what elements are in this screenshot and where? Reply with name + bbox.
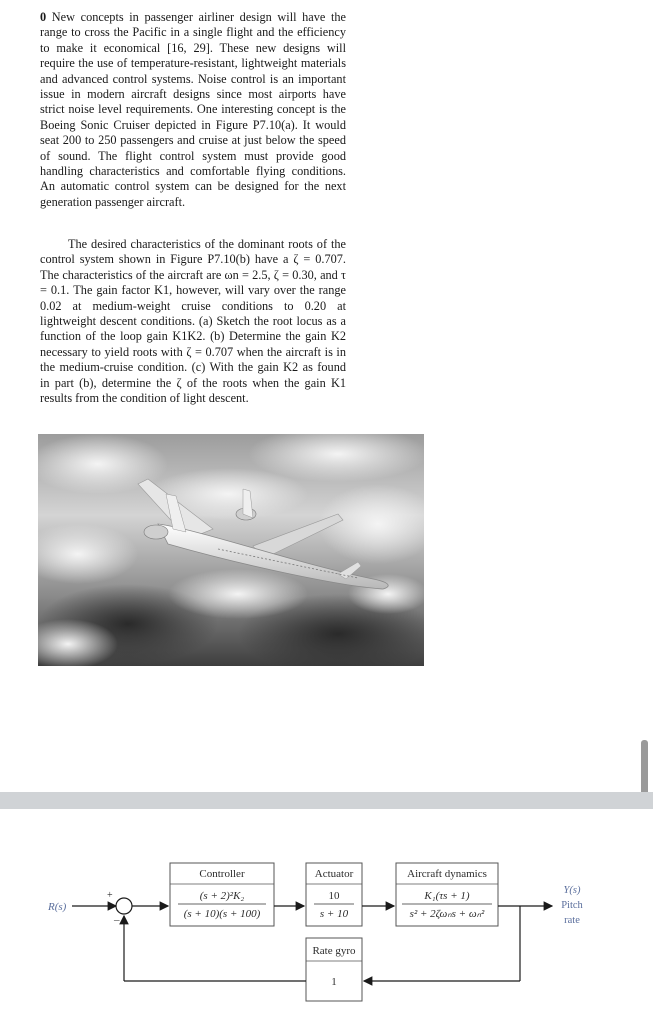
- block-diagram: [0, 855, 653, 1015]
- aircraft-dynamics-block: [396, 863, 498, 926]
- actuator-block: [306, 863, 362, 926]
- actuator-denominator: s + 10: [319, 908, 349, 920]
- actuator-numerator: 10: [328, 890, 340, 902]
- output-label: Y(s): [563, 885, 581, 896]
- minus-sign: –: [114, 914, 120, 926]
- problem-body-paragraph: [40, 237, 346, 406]
- aircraft-denominator: s² + 2ζωₙs + ωₙ²: [409, 908, 485, 920]
- page-divider: [0, 792, 653, 809]
- problem-body-text: The desired characteristics of the dominant roots of the control system shown in Figure P7.10(b) have a ζ = 0.707. The characteristics of the aircraft are ωn = 2.5, ζ = 0.30, and τ = 0.1. The gain factor K1, however, will vary over the range 0.02 at medium-weight cruise conditions to 0.20 at lightweight descent conditions. (a) Sketch the root locus as a function of the loop gain K1K2. (b) Determine the gain K2 necessary to yield roots with ζ = 0.707 when the aircraft is in the medium-cruise condition. (c) With the gain K2 as found in part (b), determine the ζ of the roots when the gain K1 results from the condition of light descent.: [40, 237, 346, 406]
- aircraft-title: Aircraft dynamics: [407, 868, 487, 880]
- plus-sign: +: [107, 890, 113, 901]
- aircraft-image: [38, 434, 424, 666]
- output-desc-rate: rate: [564, 915, 580, 926]
- rate-gyro-value: 1: [331, 976, 337, 988]
- summing-junction: [116, 898, 132, 914]
- sonic-cruiser-photo: [38, 434, 424, 666]
- rate-gyro-block: [306, 938, 362, 1001]
- input-label: R(s): [48, 901, 67, 913]
- controller-title: Controller: [199, 868, 245, 880]
- actuator-title: Actuator: [314, 868, 354, 880]
- problem-number: 0: [40, 10, 47, 24]
- controller-numerator: (s + 2)²K₂: [199, 890, 245, 902]
- rate-gyro-title: Rate gyro: [312, 945, 356, 957]
- aircraft-numerator: K₁(τs + 1): [424, 890, 470, 902]
- controller-denominator: (s + 10)(s + 100): [183, 908, 261, 920]
- output-desc-pitch: Pitch: [561, 900, 583, 911]
- problem-intro-paragraph: [40, 10, 346, 210]
- controller-block: [170, 863, 274, 926]
- problem-intro-text: New concepts in passenger airliner design will have the range to cross the Pacific in a single flight and the efficiency to make it economical [16, 29]. These new designs will require the use of temperature-resistant, lightweight materials and advanced control systems. Noise control is an important issue in modern aircraft designs since most airports have strict noise level requirements. One interesting concept is the Boeing Sonic Cruiser depicted in Figure P7.10(a). It would seat 200 to 250 passengers and cruise at just below the speed of sound. The flight control system must provide good handling characteristics and comfortable flying conditions. An automatic control system can be designed for the next generation passenger aircraft.: [40, 10, 347, 209]
